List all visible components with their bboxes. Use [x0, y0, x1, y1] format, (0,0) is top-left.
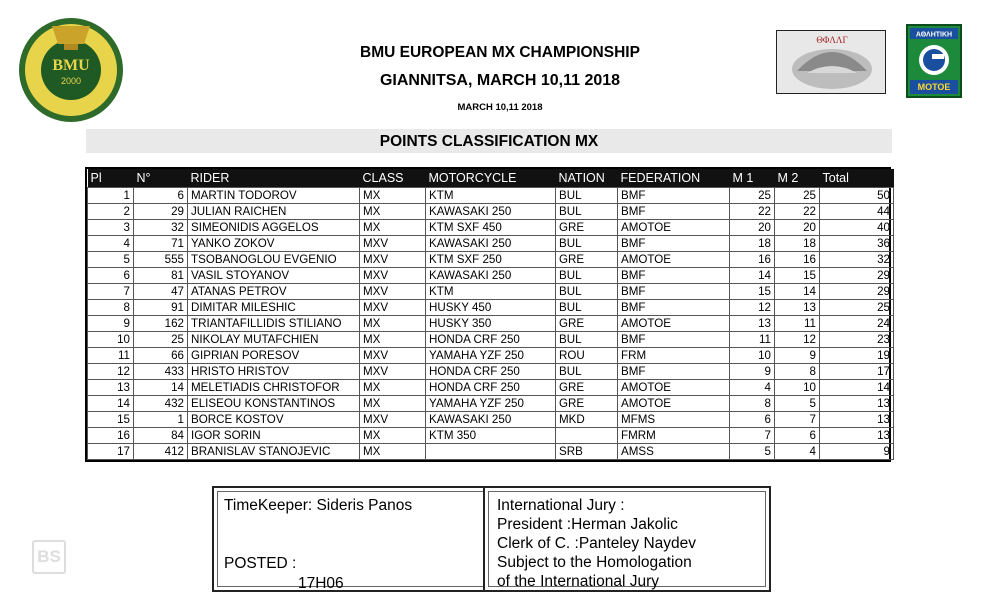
table-cell: 13 [775, 300, 820, 316]
jury-title: International Jury : [497, 497, 625, 514]
table-cell: 84 [134, 428, 188, 444]
table-cell: SRB [556, 444, 618, 460]
table-cell: MARTIN TODOROV [188, 188, 360, 204]
column-header: Total [822, 171, 849, 185]
table-cell: 13 [730, 316, 775, 332]
table-cell: 2 [88, 204, 134, 220]
classification-table [85, 167, 891, 462]
table-row [88, 428, 894, 444]
table-cell: 16 [775, 252, 820, 268]
table-cell: KAWASAKI 250 [426, 236, 556, 252]
event-location-date: GIANNITSA, MARCH 10,11 2018 [379, 72, 621, 89]
table-cell: BUL [556, 204, 618, 220]
table-cell: 50 [820, 188, 894, 204]
table-cell: MFMS [618, 412, 730, 428]
table-cell: 16 [730, 252, 775, 268]
timekeeper-label: TimeKeeper: Sideris Panos [224, 497, 413, 514]
table-cell: MX [360, 428, 426, 444]
table-cell: 25 [820, 300, 894, 316]
table-cell: 32 [134, 220, 188, 236]
table-cell: 11 [775, 316, 820, 332]
table-cell: 7 [775, 412, 820, 428]
table-cell: FRM [618, 348, 730, 364]
table-cell: MXV [360, 236, 426, 252]
table-cell: AMOTOE [618, 396, 730, 412]
table-cell: 20 [730, 220, 775, 236]
table-cell: 12 [730, 300, 775, 316]
jury-clerk: Clerk of C. :Panteley Naydev [497, 535, 697, 552]
table-cell: MXV [360, 252, 426, 268]
table-cell: YANKO ZOKOV [188, 236, 360, 252]
table-cell: BUL [556, 300, 618, 316]
table-cell: 4 [88, 236, 134, 252]
table-cell: MXV [360, 348, 426, 364]
club-logo [776, 30, 886, 94]
table-cell: 8 [88, 300, 134, 316]
table-cell: 555 [134, 252, 188, 268]
table-cell: MX [360, 220, 426, 236]
table-cell: 66 [134, 348, 188, 364]
table-cell: 10 [88, 332, 134, 348]
event-date: MARCH 10,11 2018 [457, 102, 543, 113]
table-cell: 81 [134, 268, 188, 284]
table-cell: 47 [134, 284, 188, 300]
table-cell: AMOTOE [618, 380, 730, 396]
column-header: FEDERATION [620, 171, 701, 185]
table-cell: YAMAHA YZF 250 [426, 348, 556, 364]
table-cell: 29 [134, 204, 188, 220]
table-cell: 19 [820, 348, 894, 364]
table-cell: 13 [88, 380, 134, 396]
table-cell: AMOTOE [618, 252, 730, 268]
table-cell: BUL [556, 188, 618, 204]
table-cell: 24 [820, 316, 894, 332]
table-cell: KAWASAKI 250 [426, 412, 556, 428]
table-cell: 17 [88, 444, 134, 460]
table-row [88, 412, 894, 428]
table-cell: 44 [820, 204, 894, 220]
jury-homologation: Subject to the Homologation [497, 554, 692, 571]
table-cell: 15 [88, 412, 134, 428]
table-cell: KTM [426, 284, 556, 300]
table-cell: BMF [618, 236, 730, 252]
table-row [88, 380, 894, 396]
column-header: CLASS [362, 171, 404, 185]
table-cell: KTM SXF 250 [426, 252, 556, 268]
table-cell: AMSS [618, 444, 730, 460]
table-cell: HONDA CRF 250 [426, 380, 556, 396]
table-cell: TSOBANOGLOU EVGENIO [188, 252, 360, 268]
column-header: N° [136, 171, 151, 185]
table-cell: 10 [730, 348, 775, 364]
table-cell: 23 [820, 332, 894, 348]
table-body [88, 188, 894, 460]
championship-title: BMU EUROPEAN MX CHAMPIONSHIP [360, 44, 640, 61]
table-cell: VASIL STOYANOV [188, 268, 360, 284]
posted-time: 17H06 [298, 575, 344, 592]
table-cell: FMRM [618, 428, 730, 444]
column-header: M 2 [777, 171, 799, 185]
table-row [88, 332, 894, 348]
table-cell: 433 [134, 364, 188, 380]
table-cell: MKD [556, 412, 618, 428]
timekeeper-box [212, 486, 500, 592]
table-row [88, 220, 894, 236]
table-cell: ELISEOU KONSTANTINOS [188, 396, 360, 412]
table-cell: 13 [820, 428, 894, 444]
table-row [88, 252, 894, 268]
table-cell: GRE [556, 316, 618, 332]
posted-label: POSTED : [224, 555, 297, 572]
table-cell: 15 [775, 268, 820, 284]
table-cell: KTM SXF 450 [426, 220, 556, 236]
table-cell: 432 [134, 396, 188, 412]
table-row [88, 364, 894, 380]
table-cell: 12 [88, 364, 134, 380]
table-cell: MX [360, 380, 426, 396]
table-row [88, 300, 894, 316]
table-header-row [88, 169, 894, 188]
table-cell: 29 [820, 284, 894, 300]
table-cell: HONDA CRF 250 [426, 364, 556, 380]
table-cell: 10 [775, 380, 820, 396]
table-cell: AMOTOE [618, 316, 730, 332]
table-cell: 14 [134, 380, 188, 396]
table-cell: HUSKY 450 [426, 300, 556, 316]
table-cell: 6 [730, 412, 775, 428]
table-cell: 16 [88, 428, 134, 444]
table-cell: 8 [730, 396, 775, 412]
table-cell: GRE [556, 220, 618, 236]
column-header: M 1 [732, 171, 754, 185]
table-cell: 6 [88, 268, 134, 284]
table-cell: YAMAHA YZF 250 [426, 396, 556, 412]
svg-text:ΘΦΛΛΓ: ΘΦΛΛΓ [816, 35, 848, 45]
table-cell: 14 [88, 396, 134, 412]
table-cell: MX [360, 204, 426, 220]
table-cell: 3 [88, 220, 134, 236]
table-cell: BMF [618, 204, 730, 220]
table-cell: 18 [775, 236, 820, 252]
table-cell: BRANISLAV STANOJEVIC [188, 444, 360, 460]
table-cell: 4 [730, 380, 775, 396]
table-cell: MX [360, 396, 426, 412]
table-cell: 1 [134, 412, 188, 428]
table-cell: BMF [618, 364, 730, 380]
table-cell: 7 [88, 284, 134, 300]
jury-homologation-2: of the International Jury [497, 573, 659, 590]
table-cell: GRE [556, 252, 618, 268]
column-header: NATION [558, 171, 605, 185]
table-cell: 13 [820, 396, 894, 412]
jury-president: President :Herman Jakolic [497, 516, 678, 533]
table-cell: MX [360, 188, 426, 204]
table-cell: 7 [730, 428, 775, 444]
table-cell: JULIAN RAICHEN [188, 204, 360, 220]
table-cell: 13 [820, 412, 894, 428]
table-cell: GRE [556, 380, 618, 396]
table-cell: 15 [730, 284, 775, 300]
column-header: Pl [90, 171, 102, 185]
table-cell: 9 [820, 444, 894, 460]
table-cell [556, 428, 618, 444]
table-cell: BMF [618, 188, 730, 204]
table-cell [426, 444, 556, 460]
table-cell: ATANAS PETROV [188, 284, 360, 300]
table-cell: 25 [775, 188, 820, 204]
table-row [88, 188, 894, 204]
table-cell: 71 [134, 236, 188, 252]
section-title: POINTS CLASSIFICATION MX [86, 129, 892, 153]
table-cell: KAWASAKI 250 [426, 204, 556, 220]
table-cell: TRIANTAFILLIDIS STILIANO [188, 316, 360, 332]
table-cell: 412 [134, 444, 188, 460]
table-cell: DIMITAR MILESHIC [188, 300, 360, 316]
watermark-logo: BS [32, 540, 66, 574]
table-cell: 162 [134, 316, 188, 332]
table-cell: 9 [88, 316, 134, 332]
table-cell: 6 [134, 188, 188, 204]
table-cell: 91 [134, 300, 188, 316]
table-cell: 22 [775, 204, 820, 220]
table-cell: 9 [775, 348, 820, 364]
table-cell: HRISTO HRISTOV [188, 364, 360, 380]
table-cell: 14 [730, 268, 775, 284]
table-row [88, 268, 894, 284]
table-row [88, 204, 894, 220]
table-cell: BORCE KOSTOV [188, 412, 360, 428]
table-cell: 5 [775, 396, 820, 412]
svg-text:ΜΟΤΟΕ: ΜΟΤΟΕ [917, 82, 951, 92]
table-row [88, 348, 894, 364]
table-cell: AMOTOE [618, 220, 730, 236]
table-cell: 18 [730, 236, 775, 252]
table-cell: 25 [134, 332, 188, 348]
table-cell: KAWASAKI 250 [426, 268, 556, 284]
column-header: RIDER [190, 171, 230, 185]
table-cell: 29 [820, 268, 894, 284]
table-row [88, 236, 894, 252]
table-cell: BUL [556, 364, 618, 380]
table-cell: 20 [775, 220, 820, 236]
table-cell: 14 [775, 284, 820, 300]
table-cell: 4 [775, 444, 820, 460]
table-cell: HONDA CRF 250 [426, 332, 556, 348]
table-cell: BMF [618, 284, 730, 300]
table-cell: 36 [820, 236, 894, 252]
table-cell: MXV [360, 364, 426, 380]
table-cell: 11 [730, 332, 775, 348]
table-cell: 22 [730, 204, 775, 220]
table-cell: BUL [556, 268, 618, 284]
table-row [88, 284, 894, 300]
svg-text:BMU: BMU [52, 57, 90, 74]
table-cell: BMF [618, 300, 730, 316]
table-cell: 5 [730, 444, 775, 460]
column-header: MOTORCYCLE [428, 171, 517, 185]
table-cell: 17 [820, 364, 894, 380]
table-row [88, 316, 894, 332]
table-cell: GIPRIAN PORESOV [188, 348, 360, 364]
table-cell: 11 [88, 348, 134, 364]
table-cell: MX [360, 444, 426, 460]
table-cell: 5 [88, 252, 134, 268]
svg-text:ΑΘΛΗΤΙΚΗ: ΑΘΛΗΤΙΚΗ [915, 31, 953, 39]
table-cell: MXV [360, 284, 426, 300]
table-cell: 8 [775, 364, 820, 380]
table-cell: NIKOLAY MUTAFCHIEN [188, 332, 360, 348]
table-cell: GRE [556, 396, 618, 412]
table-cell: 12 [775, 332, 820, 348]
table-cell: BMF [618, 332, 730, 348]
table-cell: BUL [556, 236, 618, 252]
table-cell: MXV [360, 300, 426, 316]
svg-text:2000: 2000 [60, 76, 82, 86]
table-cell: 9 [730, 364, 775, 380]
table-cell: 32 [820, 252, 894, 268]
table-cell: BUL [556, 332, 618, 348]
table-row [88, 396, 894, 412]
table-cell: ROU [556, 348, 618, 364]
table-cell: MXV [360, 412, 426, 428]
table-cell: MX [360, 316, 426, 332]
table-cell: MELETIADIS CHRISTOFOR [188, 380, 360, 396]
jury-box [483, 486, 771, 592]
table-cell: 14 [820, 380, 894, 396]
motoe-logo [906, 24, 962, 98]
table-cell: SIMEONIDIS AGGELOS [188, 220, 360, 236]
table-cell: 25 [730, 188, 775, 204]
table-cell: MXV [360, 268, 426, 284]
table-cell: MX [360, 332, 426, 348]
table-cell: BUL [556, 284, 618, 300]
table-cell: KTM [426, 188, 556, 204]
table-row [88, 444, 894, 460]
table-cell: 6 [775, 428, 820, 444]
table-cell: KTM 350 [426, 428, 556, 444]
table-cell: IGOR SORIN [188, 428, 360, 444]
table-cell: 1 [88, 188, 134, 204]
table-cell: 40 [820, 220, 894, 236]
table-cell: BMF [618, 268, 730, 284]
table-cell: HUSKY 350 [426, 316, 556, 332]
